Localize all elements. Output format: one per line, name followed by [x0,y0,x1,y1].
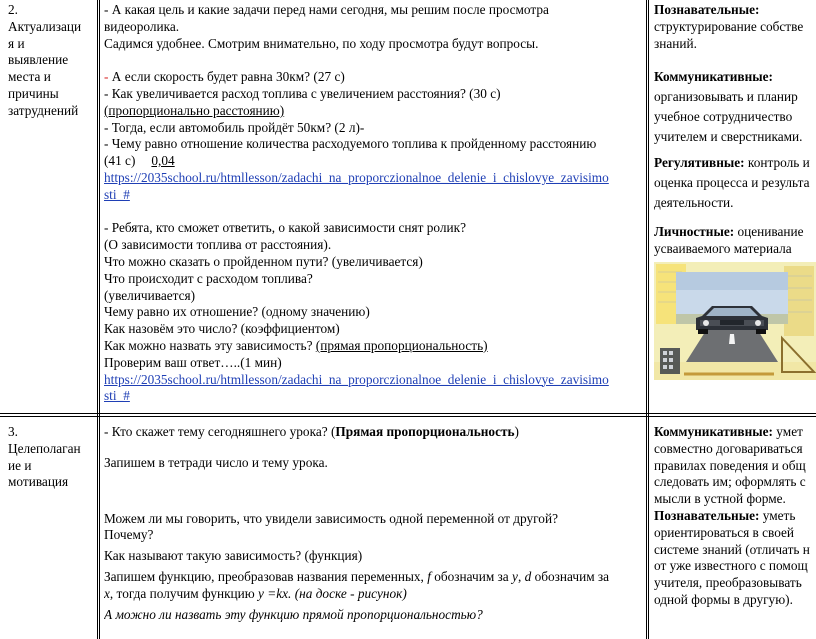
lesson-topic: Прямая пропорциональность [335,424,515,439]
text-line: видеоролика. [104,18,180,34]
stage-cell-row2 [8,424,94,491]
text-line: Запишем функцию, преобразовав названия переменных, f обозначим за y, d обозначим за [104,568,610,584]
stage-line: 3. [8,424,18,439]
formula: y =kx. (на доске - рисунок) [258,585,407,601]
uud-label-cognitive: Познавательные: [654,2,760,17]
uud-cell-row1: Познавательные: структурирование собстве знаний. Коммуникативные: организовывать и планир учебное сотрудничество учителем и сверстниками. Регулятивные: контроль и оценка процесса и результа деятельности. Личностные: оценивание усваиваемого материала [654,2,816,257]
row-divider-2 [0,416,816,417]
stage-line: я и [8,35,25,51]
answer-text: (прямая пропорциональность) [315,337,488,353]
car-road-picture [654,262,816,380]
text-line: Чему равно их отношение? (одному значению) [104,304,370,320]
text-line: Проверим ваш ответ…..(1 мин) [104,354,282,370]
text-line: Можем ли мы говорить, что увидели зависимость одной переменной от другой? [104,510,558,526]
text-line: - А какая цель и какие задачи перед нами сегодня, мы решим после просмотра [104,2,549,17]
text-line: (О зависимости топлива от расстояния). [104,237,332,253]
stage-line: затруднений [8,102,79,118]
teacher-activity-row2 [104,424,641,623]
uud-cell-row2: Коммуникативные: умет совместно договариваться правилах поведения и общ следовать им; оформлять с мысли в устной форме. Познавательные: уметь ориентироваться в своей системе знаний (отличать н от уже известного с помощ учителя, преобразовывать одной формы в другую). [654,424,810,607]
stage-line: мотивация [8,474,69,490]
video-link[interactable]: https://2035school.ru/htmllesson/zadachi_na_proporczionalnoe_delenie_i_chislovye_zavisimo sti_# [104,169,609,202]
video-link-2[interactable]: https://2035school.ru/htmllesson/zadachi_na_proporczionalnoe_delenie_i_chislovye_zavisimo sti_# [104,371,609,404]
text-line: Как назовём это число? (коэффициентом) [104,321,340,337]
uud-label-personal: Личностные: [654,223,735,239]
uud-label-regulatory: Регулятивные: [654,155,745,171]
text-line: Садимся удобнее. Смотрим внимательно, по ходу просмотра будут вопросы. [104,35,539,51]
stage-line: Актуализаци [8,18,82,34]
column-divider-1 [97,0,100,639]
text-line: Почему? [104,527,154,543]
question-line: (41 с) 0,04 [104,153,175,169]
text-line: (увеличивается) [104,287,196,303]
question-line: - А если скорость будет равна 30км? (27 с) [104,69,345,85]
question-line: - Чему равно отношение количества расходуемого топлива к пройденному расстоянию [104,136,597,152]
text-line: Запишем в тетради число и тему урока. [104,454,328,470]
stage-line: 2. [8,2,18,17]
stage-line: Целеполаган [8,440,81,456]
text-line: Как можно назвать эту зависимость? (прямая пропорциональность) [104,337,488,353]
red-dash: - [104,69,109,85]
answer-value: 0,04 [151,153,175,169]
question-line: - Тогда, если автомобиль пройдёт 50км? (2 л)- [104,119,365,135]
stage-line: причины [8,85,59,101]
text-line: - Ребята, кто сможет ответить, о какой зависимости снят ролик? [104,220,466,236]
uud-label-communicative: Коммуникативные: [654,69,773,85]
uud-label-cognitive: Познавательные: [654,507,760,523]
answer-line: (пропорционально расстоянию) [104,102,285,118]
text-line: x, тогда получим функцию y =kx. (на доске - рисунок) [104,585,407,601]
teacher-activity-row1 [104,2,641,405]
car-illustration [654,262,816,380]
text-line: Как называют такую зависимость? (функция) [104,548,363,564]
text-line: - Кто скажет тему сегодняшнего урока? (Прямая пропорциональность) [104,424,519,439]
column-divider-2 [646,0,649,639]
stage-cell-row1 [8,2,94,120]
stage-line: ие и [8,457,32,473]
row-divider [0,413,816,414]
uud-label-communicative: Коммуникативные: [654,424,773,439]
text-line: Что происходит с расходом топлива? [104,270,313,286]
stage-line: места и [8,69,51,85]
text-line: А можно ли назвать эту функцию прямой пропорциональностью? [104,606,483,622]
text-line: Что можно сказать о пройденном пути? (увеличивается) [104,253,423,269]
stage-line: выявление [8,52,69,68]
question-line: - Как увеличивается расход топлива с увеличением расстояния? (30 с) [104,85,501,101]
